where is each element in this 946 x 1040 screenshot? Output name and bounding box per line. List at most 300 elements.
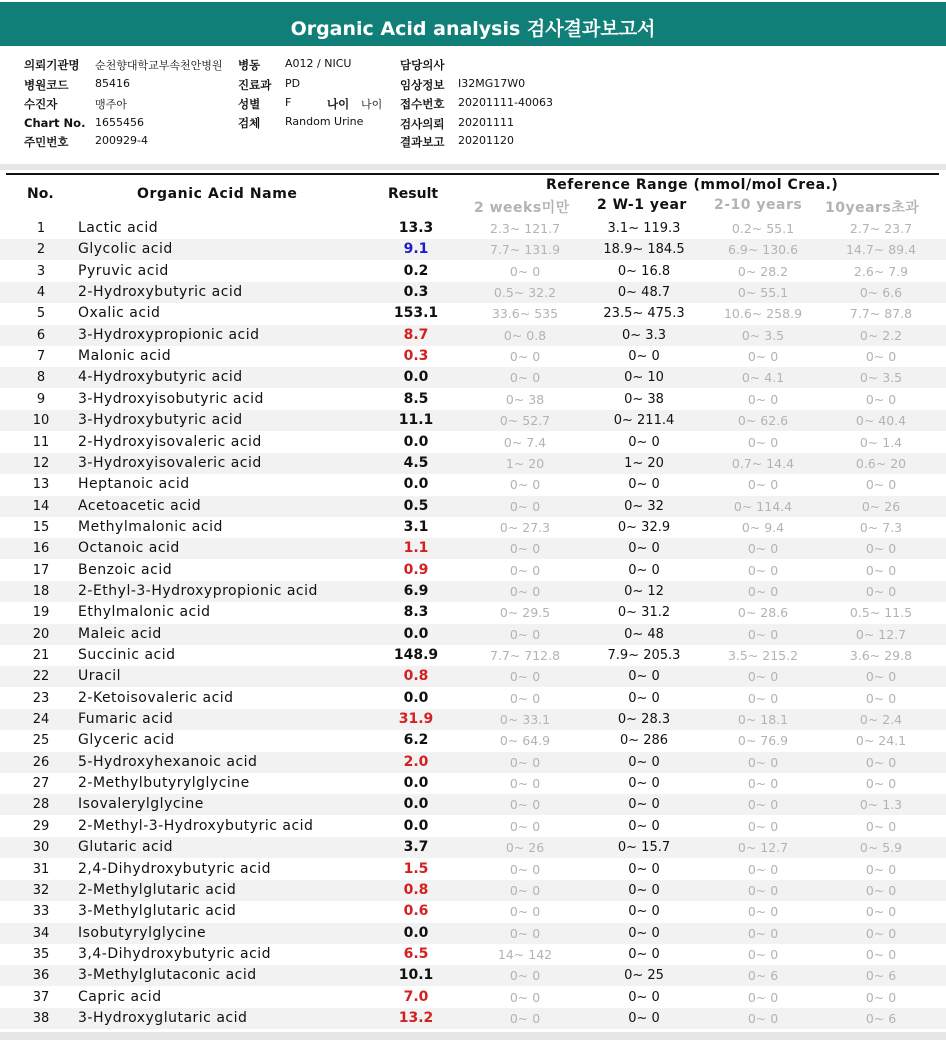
ref-range-2-10y: 0~ 28.6 — [737, 605, 789, 621]
acid-name: 2-Methylbutyrylglycine — [78, 775, 250, 792]
result-value: 0.3 — [403, 348, 429, 365]
ref-range-2weeks: 7.7~ 131.9 — [489, 242, 561, 258]
table-row — [0, 218, 946, 239]
requesting-institution-value: 순천향대학교부속천안병원 — [95, 59, 223, 72]
requesting-institution-label: 의뢰기관명 — [24, 58, 80, 72]
ref-range-10y-plus: 0~ 0 — [865, 946, 897, 962]
ref-range-2weeks: 0~ 0 — [509, 583, 541, 599]
row-number: 28 — [32, 797, 50, 813]
row-number: 31 — [32, 861, 50, 877]
ref-range-2-10y: 0~ 0 — [747, 989, 779, 1005]
acid-name: Isobutyrylglycine — [78, 924, 207, 941]
table-row — [0, 432, 946, 453]
acid-name: Heptanoic acid — [78, 476, 190, 493]
ref-range-2weeks: 0~ 0 — [509, 370, 541, 386]
ref-range-10y-plus: 0~ 0 — [865, 477, 897, 493]
table-row — [0, 496, 946, 517]
result-value: 0.0 — [403, 817, 429, 834]
table-row — [0, 688, 946, 709]
table-row — [0, 709, 946, 730]
acid-name: 3-Hydroxyglutaric acid — [78, 1009, 248, 1026]
ref-range-2-10y: 10.6~ 258.9 — [723, 306, 803, 322]
ref-range-2weeks: 0~ 33.1 — [499, 712, 551, 728]
report-title: Organic Acid analysis 검사결과보고서 — [290, 18, 656, 40]
ref-range-2-10y: 0~ 0 — [747, 541, 779, 557]
test-request-value: 20201111 — [458, 116, 514, 129]
row-number: 13 — [32, 477, 50, 493]
acid-name: Oxalic acid — [78, 305, 161, 322]
patient-name-value: 맹주아 — [95, 98, 127, 111]
result-value: 10.1 — [398, 967, 434, 984]
department-label: 진료과 — [238, 78, 272, 92]
acid-name: 2-Hydroxyisovaleric acid — [78, 433, 262, 450]
ref-range-2-10y: 0~ 76.9 — [737, 733, 789, 749]
result-value: 6.2 — [403, 732, 429, 749]
ref-range-2weeks: 33.6~ 535 — [491, 306, 559, 322]
ref-range-2-10y: 0~ 0 — [747, 477, 779, 493]
table-row — [0, 1008, 946, 1029]
ref-range-2-10y: 0~ 28.2 — [737, 263, 789, 279]
acid-name: 2-Ketoisovaleric acid — [78, 689, 234, 706]
row-number: 33 — [32, 904, 50, 920]
result-value: 0.3 — [403, 284, 429, 301]
row-number: 16 — [32, 541, 50, 557]
result-value: 0.0 — [403, 689, 429, 706]
table-row — [0, 624, 946, 645]
acid-name: Octanoic acid — [78, 540, 180, 557]
ref-range-2-10y: 0~ 0 — [747, 434, 779, 450]
row-number: 24 — [32, 712, 50, 728]
chart-no-value: 1655456 — [95, 116, 144, 129]
ref-range-2-10y: 0~ 0 — [747, 391, 779, 407]
ref-range-10y-plus: 0~ 0 — [865, 925, 897, 941]
ref-range-2w-1y: 0~ 0 — [628, 861, 660, 877]
row-number: 14 — [32, 498, 50, 514]
row-number: 32 — [32, 882, 50, 898]
table-row — [0, 901, 946, 922]
ref-range-10y-plus: 0~ 6 — [865, 968, 897, 984]
ref-range-10y-plus: 0~ 0 — [865, 882, 897, 898]
ref-range-2-10y: 0~ 0 — [747, 776, 779, 792]
ref-range-10y-plus: 3.6~ 29.8 — [849, 648, 913, 663]
ref-range-2-10y: 0~ 12.7 — [737, 840, 789, 856]
ref-range-2w-1y: 0~ 0 — [628, 434, 660, 450]
report-title-bar — [0, 2, 946, 46]
acid-name: Lactic acid — [78, 220, 159, 236]
ref-range-2weeks: 0~ 0 — [509, 968, 541, 984]
table-row — [0, 389, 946, 410]
acid-name: 3-Hydroxypropionic acid — [78, 326, 260, 343]
acid-name: Glutaric acid — [78, 839, 174, 856]
row-number: 27 — [32, 776, 50, 792]
ref-range-2w-1y: 0~ 0 — [628, 818, 660, 834]
ref-range-2-10y: 0.2~ 55.1 — [731, 221, 795, 236]
ref-range-2weeks: 0~ 7.4 — [503, 434, 547, 450]
ref-range-2weeks: 7.7~ 712.8 — [489, 648, 561, 663]
clinical-info-value: I32MG17W0 — [458, 77, 526, 90]
row-number: 15 — [32, 519, 50, 535]
chart-no-label: Chart No. — [24, 116, 86, 130]
result-report-label: 결과보고 — [400, 135, 445, 149]
ref-range-2w-1y: 0~ 0 — [628, 349, 660, 365]
ref-range-2weeks: 0~ 0 — [509, 349, 541, 365]
acid-name: Fumaric acid — [78, 711, 174, 728]
result-value: 0.9 — [403, 561, 429, 578]
ref-range-10y-plus: 7.7~ 87.8 — [849, 306, 913, 322]
header-ref-10y-plus: 10years초과 — [825, 200, 920, 216]
table-row — [0, 410, 946, 431]
row-number: 23 — [32, 690, 50, 706]
result-value: 1.1 — [403, 540, 429, 557]
ref-range-2w-1y: 0~ 15.7 — [617, 840, 671, 856]
row-number: 6 — [36, 327, 46, 343]
table-row — [0, 581, 946, 602]
ward-value: A012 / NICU — [285, 57, 352, 70]
result-value: 2.0 — [403, 753, 429, 770]
ref-range-2weeks: 2.3~ 121.7 — [489, 221, 561, 236]
hospital-code-value: 85416 — [95, 77, 130, 90]
ref-range-2weeks: 0~ 64.9 — [499, 733, 551, 749]
ref-range-2-10y: 0~ 0 — [747, 690, 779, 706]
result-value: 0.6 — [403, 903, 429, 920]
ref-range-2-10y: 0~ 0 — [747, 754, 779, 770]
table-row — [0, 965, 946, 986]
ref-range-10y-plus: 0~ 12.7 — [855, 626, 907, 642]
ref-range-2w-1y: 0~ 25 — [624, 968, 664, 984]
ref-range-2-10y: 0~ 0 — [747, 583, 779, 599]
result-value: 0.0 — [403, 625, 429, 642]
acid-name: 3-Methylglutaric acid — [78, 903, 237, 920]
ref-range-2w-1y: 7.9~ 205.3 — [607, 648, 681, 663]
ref-range-2w-1y: 0~ 48 — [624, 626, 664, 642]
ref-range-2weeks: 0~ 0 — [509, 797, 541, 813]
result-value: 0.0 — [403, 924, 429, 941]
ref-range-2weeks: 0~ 0 — [509, 669, 541, 685]
ref-range-10y-plus: 0~ 0 — [865, 776, 897, 792]
row-number: 4 — [36, 285, 46, 301]
ref-range-2w-1y: 0~ 0 — [628, 904, 660, 920]
ref-range-2weeks: 0~ 0 — [509, 541, 541, 557]
ref-range-2weeks: 0~ 26 — [505, 840, 545, 856]
ref-range-2w-1y: 0~ 286 — [619, 733, 669, 749]
ref-range-2weeks: 0~ 0 — [509, 1010, 541, 1026]
table-row — [0, 752, 946, 773]
result-value: 0.0 — [403, 433, 429, 450]
specimen-label: 검체 — [238, 116, 261, 130]
row-number: 19 — [32, 605, 50, 621]
bottom-bar — [0, 1032, 946, 1040]
ref-range-10y-plus: 0~ 0 — [865, 391, 897, 407]
ref-range-2weeks: 14~ 142 — [497, 946, 553, 962]
ref-range-2w-1y: 0~ 0 — [628, 669, 660, 685]
table-row — [0, 773, 946, 794]
ref-range-10y-plus: 0~ 40.4 — [855, 413, 907, 429]
ref-range-2w-1y: 0~ 0 — [628, 946, 660, 962]
ref-range-2weeks: 0~ 29.5 — [499, 605, 551, 621]
row-number: 26 — [32, 754, 50, 770]
table-row — [0, 794, 946, 815]
ref-range-2w-1y: 0~ 12 — [624, 583, 664, 599]
table-row — [0, 837, 946, 858]
ref-range-10y-plus: 0~ 0 — [865, 690, 897, 706]
ref-range-10y-plus: 0~ 7.3 — [859, 519, 903, 535]
result-value: 0.5 — [403, 497, 429, 514]
ref-range-10y-plus: 0~ 0 — [865, 541, 897, 557]
table-row — [0, 730, 946, 751]
result-value: 1.5 — [403, 860, 429, 877]
result-value: 0.0 — [403, 796, 429, 813]
table-row — [0, 944, 946, 965]
ref-range-2w-1y: 0~ 0 — [628, 477, 660, 493]
patient-name-label: 수진자 — [24, 97, 58, 111]
row-number: 12 — [32, 455, 50, 471]
table-row — [0, 367, 946, 388]
result-report-value: 20201120 — [458, 134, 514, 147]
ref-range-2w-1y: 0~ 0 — [628, 989, 660, 1005]
ref-range-10y-plus: 0~ 1.3 — [859, 797, 903, 813]
result-value: 153.1 — [393, 305, 439, 322]
ref-range-10y-plus: 0~ 0 — [865, 669, 897, 685]
table-row — [0, 987, 946, 1008]
acid-name: Benzoic acid — [78, 561, 173, 578]
acid-name: 3-Methylglutaconic acid — [78, 967, 257, 984]
table-row — [0, 880, 946, 901]
row-number: 20 — [32, 626, 50, 642]
result-value: 4.5 — [403, 454, 429, 471]
row-number: 29 — [32, 818, 50, 834]
ref-range-2-10y: 0~ 0 — [747, 669, 779, 685]
acid-name: Pyruvic acid — [78, 262, 169, 279]
table-row — [0, 560, 946, 581]
row-number: 36 — [32, 968, 50, 984]
header-ref-2weeks: 2 weeks미만 — [474, 200, 570, 216]
ref-range-2w-1y: 0~ 0 — [628, 925, 660, 941]
ref-range-10y-plus: 0~ 0 — [865, 818, 897, 834]
department-value: PD — [285, 77, 301, 90]
row-number: 35 — [32, 946, 50, 962]
ref-range-2weeks: 0~ 0 — [509, 498, 541, 514]
sex-value: F — [285, 96, 292, 109]
ref-range-2w-1y: 0~ 31.2 — [617, 605, 671, 621]
ref-range-2-10y: 0~ 0 — [747, 861, 779, 877]
acid-name: Methylmalonic acid — [78, 518, 223, 535]
acid-name: Isovalerylglycine — [78, 796, 204, 813]
row-number: 8 — [36, 370, 46, 386]
header-name: Organic Acid Name — [137, 186, 298, 202]
ref-range-2-10y: 0~ 4.1 — [741, 370, 785, 386]
ref-range-2-10y: 0~ 114.4 — [733, 498, 793, 514]
header-ref-2-10y: 2-10 years — [714, 197, 803, 213]
ref-range-2w-1y: 0~ 0 — [628, 541, 660, 557]
row-number: 17 — [32, 562, 50, 578]
result-value: 9.1 — [403, 241, 429, 258]
ward-label: 병동 — [238, 58, 261, 72]
result-value: 3.1 — [403, 518, 429, 535]
table-row — [0, 602, 946, 623]
table-row — [0, 325, 946, 346]
acid-name: Maleic acid — [78, 625, 162, 642]
ref-range-2weeks: 0~ 0 — [509, 904, 541, 920]
ref-range-2w-1y: 18.9~ 184.5 — [603, 242, 685, 258]
ref-range-2weeks: 0~ 0 — [509, 562, 541, 578]
acid-name: Uracil — [78, 668, 122, 685]
patient-info-section — [0, 54, 946, 164]
ref-range-10y-plus: 0~ 2.4 — [859, 712, 903, 728]
table-row — [0, 303, 946, 324]
ref-range-2weeks: 0.5~ 32.2 — [493, 285, 557, 301]
ref-range-2w-1y: 0~ 0 — [628, 797, 660, 813]
acid-name: Malonic acid — [78, 348, 172, 365]
row-number: 7 — [36, 349, 46, 365]
ref-range-2-10y: 0~ 9.4 — [741, 519, 785, 535]
ref-range-2w-1y: 0~ 0 — [628, 690, 660, 706]
ref-range-2weeks: 0~ 0 — [509, 263, 541, 279]
acid-name: 2-Methyl-3-Hydroxybutyric acid — [78, 817, 314, 834]
result-value: 3.7 — [403, 839, 429, 856]
ref-range-2weeks: 0~ 27.3 — [499, 519, 551, 535]
resident-no-value: 200929-4 — [95, 134, 148, 147]
acid-name: 3-Hydroxyisobutyric acid — [78, 390, 264, 407]
ref-range-10y-plus: 0~ 6 — [865, 1010, 897, 1026]
table-top-rule — [6, 173, 939, 175]
ref-range-2weeks: 0~ 0 — [509, 776, 541, 792]
receipt-no-label: 접수번호 — [400, 97, 445, 111]
acid-name: 4-Hydroxybutyric acid — [78, 369, 243, 386]
result-value: 0.8 — [403, 668, 429, 685]
specimen-value: Random Urine — [285, 115, 364, 128]
ref-range-2w-1y: 1~ 20 — [624, 455, 664, 471]
ref-range-2weeks: 0~ 52.7 — [499, 413, 551, 429]
ref-range-10y-plus: 2.6~ 7.9 — [853, 263, 909, 279]
row-number: 18 — [32, 583, 50, 599]
acid-name: 2-Ethyl-3-Hydroxypropionic acid — [78, 582, 318, 599]
table-row — [0, 666, 946, 687]
ref-range-2-10y: 6.9~ 130.6 — [727, 242, 799, 258]
ref-range-10y-plus: 0~ 0 — [865, 861, 897, 877]
ref-range-2-10y: 0~ 6 — [747, 968, 779, 984]
ref-range-2w-1y: 0~ 28.3 — [617, 712, 671, 728]
row-number: 10 — [32, 413, 50, 429]
result-value: 148.9 — [393, 647, 439, 663]
row-number: 34 — [32, 925, 50, 941]
result-value: 11.1 — [398, 412, 434, 429]
ref-range-2-10y: 0~ 55.1 — [737, 285, 789, 301]
ref-range-2weeks: 0~ 0.8 — [503, 327, 547, 343]
ref-range-2weeks: 1~ 20 — [505, 455, 545, 471]
header-result: Result — [388, 186, 439, 202]
table-row — [0, 346, 946, 367]
ref-range-2w-1y: 0~ 0 — [628, 776, 660, 792]
acid-name: 3-Hydroxyisovaleric acid — [78, 454, 262, 471]
ref-range-2w-1y: 0~ 48.7 — [617, 285, 671, 301]
result-value: 0.0 — [403, 775, 429, 792]
ref-range-2weeks: 0~ 0 — [509, 818, 541, 834]
result-value: 8.7 — [403, 326, 429, 343]
result-value: 31.9 — [398, 711, 434, 728]
ref-range-2-10y: 0~ 0 — [747, 818, 779, 834]
acid-name: Succinic acid — [78, 647, 176, 663]
ref-range-2w-1y: 23.5~ 475.3 — [603, 306, 685, 322]
acid-name: 2,4-Dihydroxybutyric acid — [78, 860, 272, 877]
ref-range-10y-plus: 0~ 0 — [865, 989, 897, 1005]
ref-range-2-10y: 0~ 18.1 — [737, 712, 789, 728]
ref-range-2w-1y: 0~ 10 — [624, 370, 664, 386]
ref-range-10y-plus: 0~ 0 — [865, 583, 897, 599]
table-row — [0, 816, 946, 837]
result-value: 8.3 — [403, 604, 429, 621]
result-value: 0.2 — [403, 262, 429, 279]
ref-range-2w-1y: 3.1~ 119.3 — [607, 221, 681, 236]
acid-name: Glycolic acid — [78, 241, 173, 258]
ref-range-10y-plus: 0~ 0 — [865, 754, 897, 770]
ref-range-2weeks: 0~ 0 — [509, 626, 541, 642]
ref-range-2weeks: 0~ 38 — [505, 391, 545, 407]
age-label: 나이 — [327, 97, 350, 111]
result-value: 13.2 — [398, 1009, 434, 1026]
ref-range-2weeks: 0~ 0 — [509, 477, 541, 493]
ref-range-2-10y: 0~ 0 — [747, 1010, 779, 1026]
section-divider — [0, 164, 946, 170]
ref-range-10y-plus: 0~ 5.9 — [859, 840, 903, 856]
ref-range-2w-1y: 0~ 0 — [628, 1010, 660, 1026]
header-no: No. — [27, 186, 54, 202]
ref-range-2-10y: 0~ 0 — [747, 349, 779, 365]
acid-name: Glyceric acid — [78, 732, 175, 749]
ref-range-2w-1y: 0~ 211.4 — [613, 413, 675, 429]
ref-range-2weeks: 0~ 0 — [509, 754, 541, 770]
ref-range-2w-1y: 0~ 32.9 — [617, 519, 671, 535]
row-number: 21 — [32, 648, 50, 663]
table-row — [0, 261, 946, 282]
ref-range-2w-1y: 0~ 32 — [624, 498, 664, 514]
row-number: 11 — [32, 434, 50, 450]
ref-range-10y-plus: 2.7~ 23.7 — [849, 221, 913, 236]
row-number: 3 — [36, 263, 46, 279]
ref-range-2weeks: 0~ 0 — [509, 882, 541, 898]
ref-range-2-10y: 0~ 62.6 — [737, 413, 789, 429]
ref-range-2w-1y: 0~ 0 — [628, 882, 660, 898]
row-number: 2 — [36, 242, 46, 258]
ref-range-2-10y: 0~ 0 — [747, 626, 779, 642]
ref-range-2weeks: 0~ 0 — [509, 925, 541, 941]
acid-name: 2-Hydroxybutyric acid — [78, 284, 243, 301]
acid-name: 3-Hydroxybutyric acid — [78, 412, 243, 429]
header-reference: Reference Range (mmol/mol Crea.) — [546, 177, 839, 193]
ref-range-10y-plus: 0~ 0 — [865, 562, 897, 578]
table-row — [0, 923, 946, 944]
result-value: 7.0 — [403, 988, 429, 1005]
test-request-label: 검사의뢰 — [400, 117, 445, 131]
ref-range-2-10y: 0~ 0 — [747, 882, 779, 898]
result-value: 6.9 — [403, 582, 429, 599]
header-ref-2w-1y: 2 W-1 year — [597, 197, 687, 213]
row-number: 22 — [32, 669, 50, 685]
ref-range-2w-1y: 0~ 16.8 — [617, 263, 671, 279]
ref-range-10y-plus: 0~ 0 — [865, 349, 897, 365]
ref-range-2-10y: 0~ 0 — [747, 946, 779, 962]
ref-range-2-10y: 0~ 0 — [747, 797, 779, 813]
ref-range-2w-1y: 0~ 3.3 — [622, 327, 666, 343]
ref-range-10y-plus: 0~ 26 — [861, 498, 901, 514]
row-number: 30 — [32, 840, 50, 856]
table-row — [0, 538, 946, 559]
acid-name: 3,4-Dihydroxybutyric acid — [78, 945, 272, 962]
ref-range-2weeks: 0~ 0 — [509, 861, 541, 877]
ref-range-10y-plus: 0~ 3.5 — [859, 370, 903, 386]
ref-range-10y-plus: 0.6~ 20 — [855, 455, 907, 471]
sex-label: 성별 — [238, 97, 261, 111]
ref-range-2-10y: 0~ 0 — [747, 562, 779, 578]
